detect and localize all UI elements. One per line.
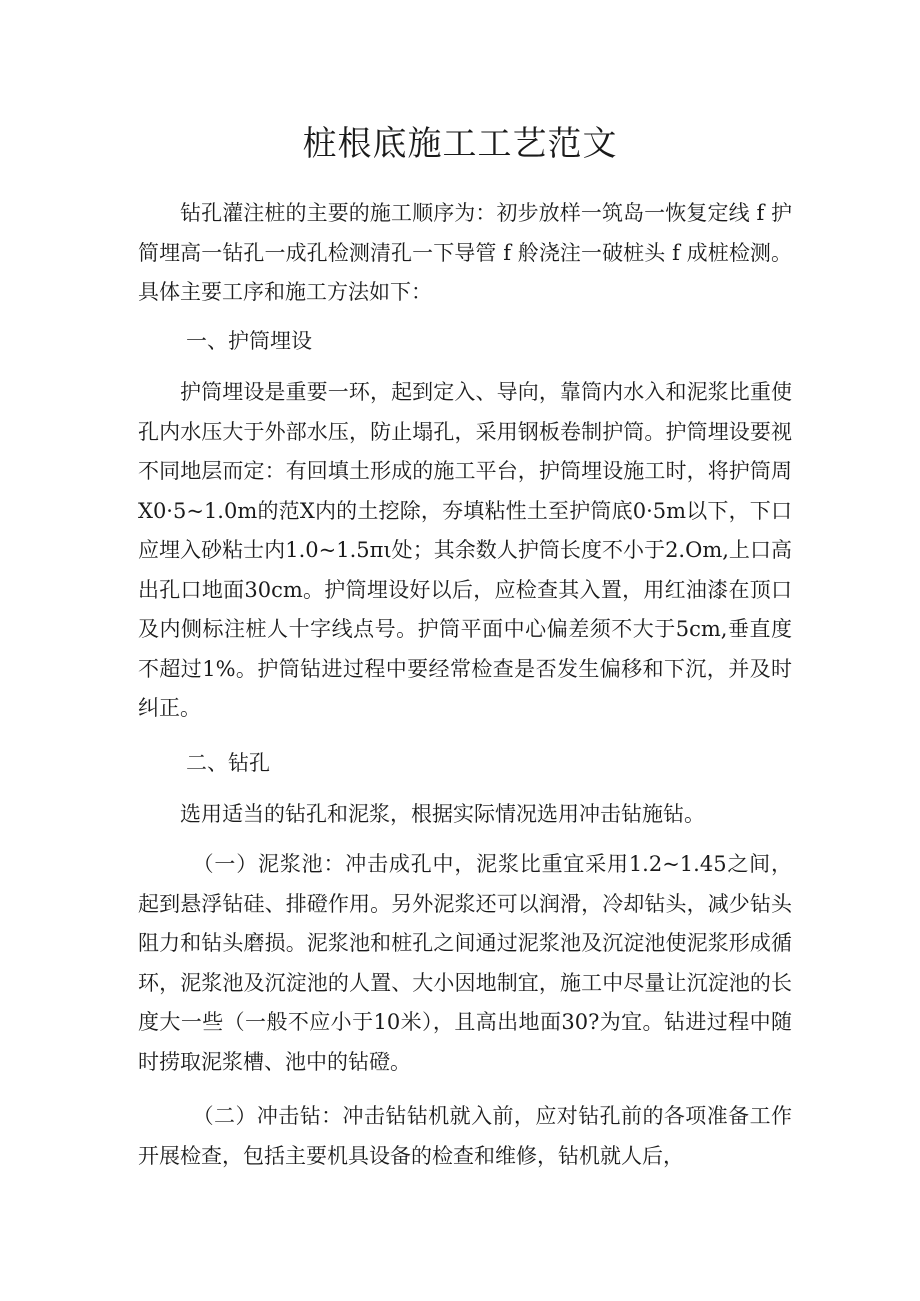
percussion-drill-paragraph: （二）冲击钻：冲击钻钻机就入前，应对钻孔前的各项准备工作开展检查，包括主要机具设备的检查和维修，钻机就人后， [138,1104,792,1168]
casing-paragraph: 护筒埋设是重要一环，起到定入、导向，靠筒内水入和泥浆比重使孔内水压大于外部水压，防止塌孔，采用钢板卷制护筒。护筒埋设要视不同地层而定：有回填土形成的施工平台，护筒埋设施工时，将护筒周X0·5~1.0m的范X内的土挖除，夯填粘性土至护筒底0·5m以下，下口应埋入砂粘士内1.0~1.5πι处；其余数人护筒长度不小于2.Om,上口高出孔口地面30cm。护筒埋设好以后，应检查其入置，用红油漆在顶口及内侧标注桩人十字线点号。护筒平面中心偏差须不大于5cm,垂直度不超过1%。护筒钻进过程中要经常检查是否发生偏移和下沉，并及时纠正。 [138,380,792,720]
mud-pit-paragraph: （一）泥浆池：冲击成孔中，泥浆比重宜采用1.2~1.45之间，起到悬浮钻硅、排磴作用。另外泥浆还可以润滑，冷却钻头，减少钻头阻力和钻头磨损。泥浆池和桩孔之间通过泥浆池及沉淀池使泥浆形成循环，泥浆池及沉淀池的人置、大小因地制宜，施工中尽量让沉淀池的长度大一些（一般不应小于10米），且高出地面30?为宜。钻进过程中随时捞取泥浆槽、池中的钻磴。 [138,852,792,1074]
document-title: 桩根底施工工艺范文 [302,124,618,164]
section-heading-drilling: 二、钻孔 [186,751,270,775]
intro-paragraph: 钻孔灌注桩的主要的施工顺序为：初步放样一筑岛一恢复定线 f 护简埋高一钻孔一成孔检测清孔一下导管 f 舲浇注一破桩头 f 成桩检测。具体主要工序和施工方法如下： [138,201,792,304]
drilling-intro-paragraph: 选用适当的钻孔和泥浆，根据实际情况选用冲击钻施钻。 [180,802,705,826]
section-heading-casing: 一、护筒埋设 [186,329,312,353]
